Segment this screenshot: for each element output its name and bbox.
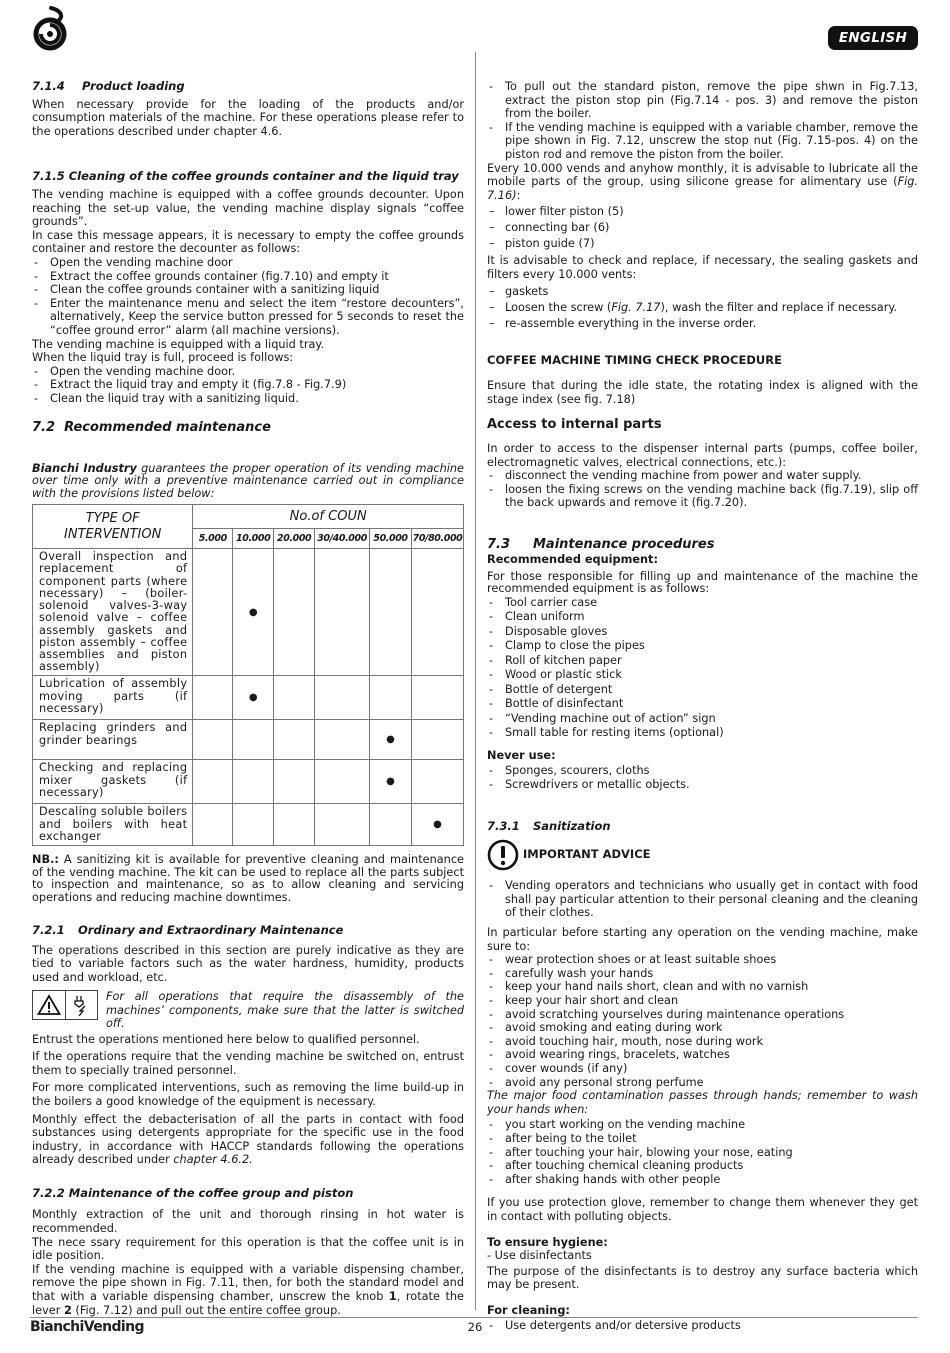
paragraph: It is advisable to check and replace, if necessary, the sealing gaskets and filters every 10.000 vents: <box>487 254 918 281</box>
left-column <box>32 80 464 1317</box>
table-cell <box>315 549 370 676</box>
interval-dot: ● <box>386 776 395 788</box>
table-cell <box>315 804 370 846</box>
footer-brand: BianchiVending <box>30 1319 144 1335</box>
paragraph: Entrust the operations mentioned here below to qualified personnel. <box>32 1032 420 1046</box>
list-item: - keep your hand nails short, clean and with no varnish <box>487 980 918 994</box>
nb-note: NB.: A sanitizing kit is available for preventive cleaning and maintenance of the vending machine. The kit can be used to replace all the parts subject to inspection and maintenance, so as to allow cleaning and servicing operations and reducing machine downtimes. <box>32 853 464 904</box>
table-cell <box>233 720 274 760</box>
hand-washing-list <box>487 1118 918 1186</box>
table-header-type: TYPE OF INTERVENTION <box>33 505 193 549</box>
table-cell <box>370 804 412 846</box>
paragraph: The purpose of the disinfectants is to destroy any surface bacteria which may be present. <box>487 1264 918 1292</box>
table-cell <box>370 549 412 676</box>
list-item: - avoid smoking and eating during work <box>487 1021 918 1035</box>
exclamation-circle-icon <box>487 839 519 871</box>
access-steps-list <box>487 469 918 510</box>
table-cell <box>274 676 315 720</box>
list-item: - Wood or plastic stick <box>487 668 918 683</box>
table-cell <box>193 804 233 846</box>
list-item: - Sponges, scourers, cloths <box>487 764 918 778</box>
important-advice <box>487 839 918 871</box>
table-column-header: 50.000 <box>370 529 412 549</box>
list-item: - Clamp to close the pipes <box>487 639 918 654</box>
list-item: – gaskets <box>487 284 918 300</box>
table-column-header: 30/40.000 <box>315 529 370 549</box>
section-7-1-4-body: When necessary provide for the loading of the products and/or consumption materials of the machine. For these operations please refer to the operations described under chapter 4.6. <box>32 97 464 138</box>
table-cell <box>274 760 315 804</box>
hygiene-rules-list <box>487 953 918 1089</box>
table-cell <box>411 720 463 760</box>
list-item: - Small table for resting items (optional) <box>487 726 918 741</box>
table-cell <box>193 676 233 720</box>
table-cell <box>274 549 315 676</box>
list-item: - you start working on the vending machine <box>487 1118 918 1132</box>
interval-dot: ● <box>386 734 395 746</box>
table-row <box>33 676 464 720</box>
table-cell <box>315 760 370 804</box>
list-item: - Tool carrier case <box>487 596 918 611</box>
table-cell <box>411 549 463 676</box>
list-item: – lower filter piston (5) <box>487 204 918 220</box>
list-item: - after touching your hair, blowing your nose, eating <box>487 1146 918 1160</box>
table-cell <box>315 676 370 720</box>
list-item: - Clean the liquid tray with a sanitizing liquid. <box>32 392 464 406</box>
table-cell <box>370 720 412 760</box>
section-7-2-heading: 7.2 Recommended maintenance <box>32 420 271 436</box>
list-item: - Bottle of detergent <box>487 683 918 698</box>
unplug-icon <box>71 993 91 1017</box>
section-7-2-intro: Bianchi Industry guarantees the proper operation of its vending machine over time only with a preventive maintenance carried out in compliance with the provisions listed below: <box>32 462 464 500</box>
interval-dot: ● <box>248 692 258 704</box>
paragraph: In order to access to the dispenser internal parts (pumps, coffee boiler, electromagnetic valves, electrical connections, etc.): <box>487 441 918 469</box>
list-item: - keep your hair short and clean <box>487 994 918 1008</box>
piston-removal-list <box>487 80 918 162</box>
list-item: - cover wounds (if any) <box>487 1062 918 1076</box>
intervention-label: Checking and replacing mixer gaskets (if necessary) <box>33 760 193 804</box>
list-item: - Clean the coffee grounds container with a sanitizing liquid <box>32 283 464 297</box>
never-use-heading: Never use: <box>487 748 556 762</box>
list-item: - Open the vending machine door. <box>32 365 464 379</box>
table-row <box>33 804 464 846</box>
paragraph: - Use disinfectants <box>487 1249 592 1263</box>
paragraph: In particular before starting any operation on the vending machine, make sure to: <box>487 926 918 953</box>
section-7-1-4-heading: 7.1.4 Product loading <box>32 79 185 93</box>
table-row <box>33 549 464 676</box>
hazard-triangle-icon <box>37 994 61 1016</box>
list-item: - carefully wash your hands <box>487 967 918 981</box>
table-cell <box>411 676 463 720</box>
right-column <box>487 80 918 1333</box>
equipment-list <box>487 596 918 741</box>
lubrication-list <box>487 204 918 252</box>
cleaning-list <box>487 1319 918 1333</box>
gasket-list <box>487 284 918 332</box>
page-number: 26 <box>467 1320 483 1334</box>
table-cell <box>233 804 274 846</box>
switch-off-warning <box>32 990 464 1030</box>
paragraph: For those responsible for filling up and maintenance of the machine the recommended equipment is as follows: <box>487 570 918 596</box>
table-row <box>33 760 464 804</box>
list-item: - after being to the toilet <box>487 1132 918 1146</box>
timing-check-heading: COFFEE MACHINE TIMING CHECK PROCEDURE <box>487 352 782 367</box>
paragraph: The vending machine is equipped with a liquid tray. <box>32 337 325 351</box>
list-item: - loosen the fixing screws on the vending machine back (fig.7.19), slip off the back upwards and remove it (fig.7.20). <box>487 483 918 510</box>
intervention-label: Descaling soluble boilers and boilers with heat exchanger <box>33 804 193 846</box>
list-item: - Roll of kitchen paper <box>487 654 918 669</box>
table-cell <box>274 804 315 846</box>
section-7-1-5-heading: 7.1.5 Cleaning of the coffee grounds container and the liquid tray <box>32 169 459 184</box>
list-item: - avoid scratching yourselves during maintenance operations <box>487 1008 918 1022</box>
table-cell <box>233 760 274 804</box>
table-cell <box>274 720 315 760</box>
list-item: – connecting bar (6) <box>487 220 918 236</box>
liquid-tray-steps-list <box>32 365 464 406</box>
list-item: - Disposable gloves <box>487 625 918 640</box>
cleaning-heading: For cleaning: <box>487 1303 570 1317</box>
table-cell <box>233 676 274 720</box>
paragraph: The vending machine is equipped with a coffee grounds decounter. Upon reaching the set-up value, the vending machine display signals “coffee grounds”. <box>32 187 464 229</box>
list-item: - avoid wearing rings, bracelets, watches <box>487 1048 918 1062</box>
table-column-header: 70/80.000 <box>411 529 463 549</box>
list-item: - after shaking hands with other people <box>487 1173 918 1187</box>
paragraph: The nece ssary requirement for this operation is that the coffee unit is in idle position. <box>32 1235 464 1263</box>
equipment-heading: Recommended equipment: <box>487 553 658 567</box>
list-item: – Loosen the screw (Fig. 7.17), wash the filter and replace if necessary. <box>487 300 918 316</box>
list-item: - “Vending machine out of action” sign <box>487 712 918 727</box>
list-item: - Enter the maintenance menu and select the item “restore decounters”, alternatively, Keep the service button pressed for 5 seconds to reset the “coffee ground error” alarm (all machine versions). <box>32 297 464 338</box>
table-cell <box>370 676 412 720</box>
table-cell <box>411 760 463 804</box>
maintenance-table <box>32 504 464 846</box>
section-7-3-1-heading: 7.3.1 Sanitization <box>487 818 611 833</box>
list-item: - avoid touching hair, mouth, nose during work <box>487 1035 918 1049</box>
column-divider <box>475 52 476 1310</box>
language-badge: ENGLISH <box>828 26 918 50</box>
bianchi-spiral-logo-icon <box>30 6 70 52</box>
table-cell <box>411 804 463 846</box>
list-item: - Bottle of disinfectant <box>487 697 918 712</box>
paragraph: Every 10.000 vends and anyhow monthly, it is advisable to lubricate all the mobile parts of the group, using silicone grease for alimentary use (Fig. 7.16): <box>487 161 918 202</box>
table-cell <box>233 549 274 676</box>
list-item: - Open the vending machine door <box>32 256 464 270</box>
table-column-header: 20.000 <box>274 529 315 549</box>
list-item: - Clean uniform <box>487 610 918 625</box>
table-cell <box>315 720 370 760</box>
list-item: – re-assemble everything in the inverse order. <box>487 316 918 332</box>
list-item: - If the vending machine is equipped with a variable chamber, remove the pipe shown in Fig. 7.12, unscrew the stop nut (Fig. 7.15-pos. 4) on the piston rod and remove the piston from the boiler. <box>487 121 918 162</box>
table-cell <box>193 760 233 804</box>
paragraph: When the liquid tray is full, proceed is follows: <box>32 351 294 365</box>
intervention-label: Overall inspection and replacement of component parts (where necessary) – (boiler-solenoid valves-3-way solenoid valve – coffee assembly gaskets and piston assembly – coffee assemblies and piston assembly) <box>33 549 193 676</box>
list-item: - Screwdrivers or metallic objects. <box>487 778 918 792</box>
paragraph: The operations described in this section are purely indicative as they are tied to variable factors such as the water hardness, humidity, products used and workload, etc. <box>32 943 464 984</box>
list-item: - Use detergents and/or detersive products <box>487 1319 918 1333</box>
list-item: - wear protection shoes or at least suitable shoes <box>487 953 918 967</box>
intervention-label: Replacing grinders and grinder bearings <box>33 720 193 760</box>
paragraph: In case this message appears, it is necessary to empty the coffee grounds container and restore the decounter as follows: <box>32 228 464 256</box>
paragraph: If you use protection glove, remember to change them whenever they get in contact with polluting objects. <box>487 1196 918 1223</box>
table-column-header: 5.000 <box>193 529 233 549</box>
interval-dot: ● <box>433 819 442 831</box>
table-cell <box>193 720 233 760</box>
paragraph: For more complicated interventions, such as removing the lime build-up in the boilers a good knowledge of the equipment is necessary. <box>32 1081 464 1108</box>
paragraph: Monthly extraction of the unit and thorough rinsing in hot water is recommended. <box>32 1208 464 1236</box>
list-item: - Extract the liquid tray and empty it (fig.7.8 - Fig.7.9) <box>32 378 464 392</box>
paragraph: If the vending machine is equipped with a variable dispensing chamber, remove the pipe shown in Fig. 7.11, then, for both the standard model and that with a variable dispensing chamber, unscrew the knob 1, rotate the lever 2 (Fig. 7.12) and pull out the entire coffee group. <box>32 1262 464 1317</box>
warning-text: For all operations that require the disassembly of the machines’ components, make sure that the latter is switched off. <box>106 990 464 1031</box>
list-item: - Extract the coffee grounds container (fig.7.10) and empty it <box>32 270 464 284</box>
list-item: - To pull out the standard piston, remove the pipe shwn in Fig.7.13, extract the piston stop pin (Fig.7.14 - pos. 3) and remove the piston from the boiler. <box>487 80 918 121</box>
section-7-2-1-heading: 7.2.1 Ordinary and Extraordinary Maintenance <box>32 922 344 937</box>
contamination-note: The major food contamination passes through hands; remember to wash your hands when: <box>487 1089 918 1116</box>
table-column-header: 10.000 <box>233 529 274 549</box>
list-item: - avoid any personal strong perfume <box>487 1076 918 1090</box>
table-cell <box>193 549 233 676</box>
list-item: – piston guide (7) <box>487 236 918 252</box>
section-7-2-2-heading: 7.2.2 Maintenance of the coffee group and piston <box>32 1185 354 1200</box>
interval-dot: ● <box>248 606 258 618</box>
paragraph: Monthly effect the debacterisation of all the parts in contact with food substances using detergents appropriate for the specific use in the food industry, in accordance with HACCP standards following the operations already described under chapter 4.6.2. <box>32 1112 464 1167</box>
never-use-list <box>487 764 918 791</box>
table-header-coun: No.of COUN <box>193 505 464 529</box>
footer-rule <box>30 1317 918 1318</box>
access-heading: Access to internal parts <box>487 417 662 433</box>
warning-icons <box>32 990 98 1020</box>
table-row <box>33 720 464 760</box>
section-7-3-heading: 7.3 Maintenance procedures <box>487 536 715 552</box>
ensure-hygiene-heading: To ensure hygiene: <box>487 1235 608 1249</box>
list-item: - after touching chemical cleaning products <box>487 1159 918 1173</box>
grounds-steps-list <box>32 256 464 338</box>
list-item: - Vending operators and technicians who usually get in contact with food shall pay particular attention to their personal cleaning and the cleaning of their clothes. <box>487 879 918 920</box>
paragraph: If the operations require that the vending machine be switched on, entrust them to specially trained personnel. <box>32 1050 464 1077</box>
intervention-label: Lubrication of assembly moving parts (if necessary) <box>33 676 193 720</box>
paragraph: Ensure that during the idle state, the rotating index is aligned with the stage index (see fig. 7.18) <box>487 379 918 406</box>
list-item: - disconnect the vending machine from power and water supply. <box>487 469 918 483</box>
important-advice-label: IMPORTANT ADVICE <box>523 847 651 862</box>
advice-list <box>487 879 918 920</box>
table-cell <box>370 760 412 804</box>
